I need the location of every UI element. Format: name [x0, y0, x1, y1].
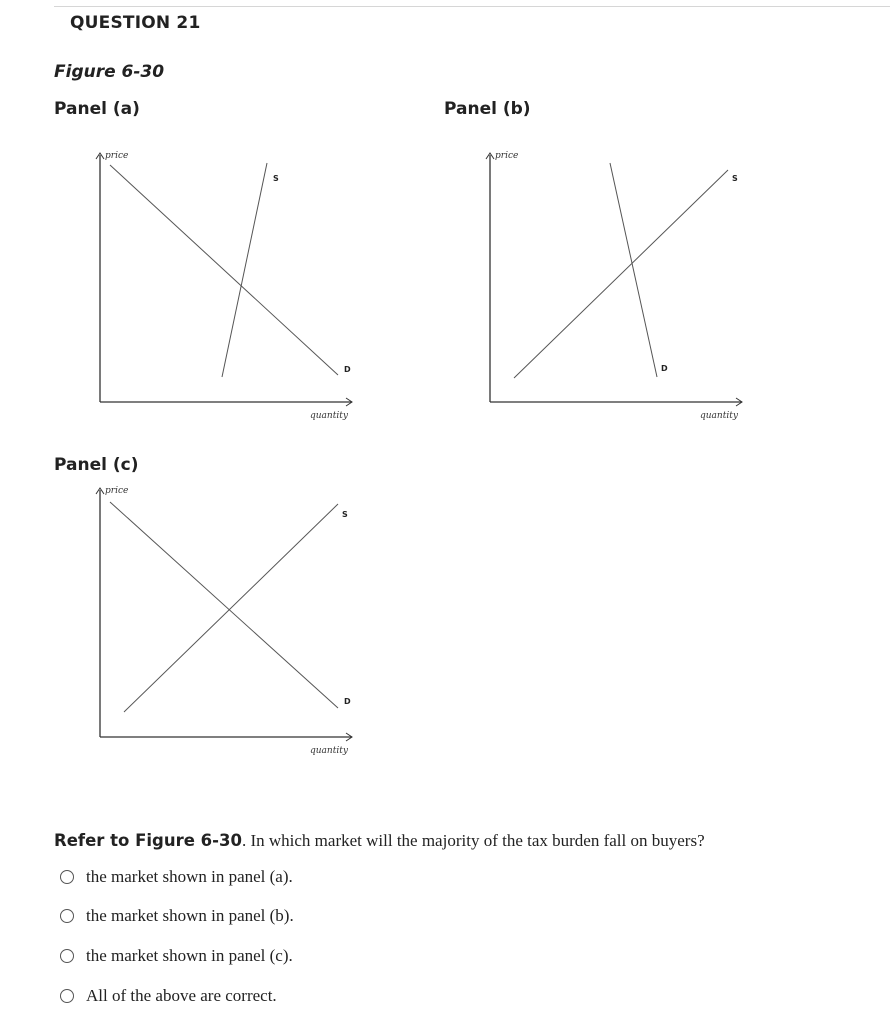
question-text: . In which market will the majority of the tax burden fall on buyers?	[241, 831, 705, 850]
supply-label: S	[273, 174, 279, 183]
supply-curve	[514, 170, 728, 378]
panel-b-graph	[470, 145, 770, 430]
option-label: All of the above are correct.	[86, 986, 277, 1005]
question-number: QUESTION 21	[70, 13, 201, 33]
question-prompt	[54, 831, 705, 851]
y-axis-label: price	[105, 486, 129, 496]
demand-label: D	[661, 364, 668, 373]
supply-label: S	[732, 174, 738, 183]
supply-label: S	[342, 510, 348, 519]
option-label: the market shown in panel (b).	[86, 906, 294, 925]
demand-label: D	[344, 365, 351, 374]
demand-label: D	[344, 697, 351, 706]
demand-curve	[110, 165, 338, 375]
supply-curve	[124, 504, 338, 712]
top-divider	[54, 6, 890, 7]
option-label: the market shown in panel (a).	[86, 867, 293, 886]
answer-option-b[interactable]	[60, 905, 294, 927]
supply-curve	[222, 163, 267, 377]
demand-curve	[110, 502, 338, 708]
panel-a-title: Panel (a)	[54, 99, 140, 119]
x-axis-label: quantity	[310, 746, 348, 756]
x-axis-label: quantity	[700, 411, 738, 421]
y-axis-label: price	[495, 151, 519, 161]
panel-c-graph	[80, 480, 380, 765]
panel-c-title: Panel (c)	[54, 455, 139, 475]
panel-a-graph	[80, 145, 380, 430]
answer-option-a[interactable]	[60, 866, 293, 888]
option-label: the market shown in panel (c).	[86, 946, 293, 965]
y-axis-label: price	[105, 151, 129, 161]
panel-b-title: Panel (b)	[444, 99, 531, 119]
x-axis-label: quantity	[310, 411, 348, 421]
radio-button-icon[interactable]	[60, 949, 74, 963]
demand-curve	[610, 163, 657, 377]
radio-button-icon[interactable]	[60, 909, 74, 923]
figure-reference: Refer to Figure 6-30	[54, 831, 242, 850]
figure-label: Figure 6-30	[54, 62, 165, 82]
answer-option-c[interactable]	[60, 945, 293, 967]
radio-button-icon[interactable]	[60, 870, 74, 884]
radio-button-icon[interactable]	[60, 989, 74, 1003]
answer-option-d[interactable]	[60, 985, 277, 1007]
